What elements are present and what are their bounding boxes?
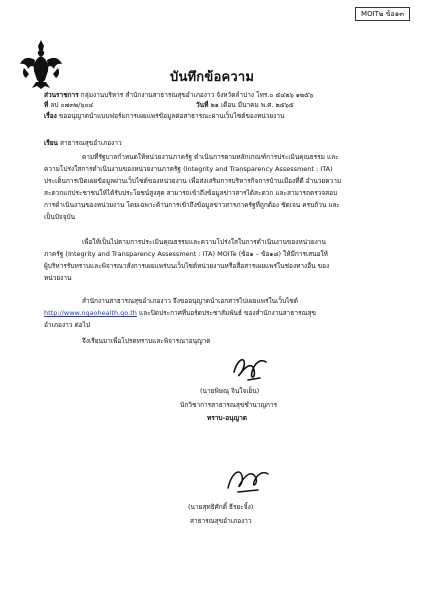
agency-row: [44, 91, 313, 99]
para3-line: อำเภองาว ต่อไป: [44, 321, 91, 329]
signer-2-name: (นายสุทธิศักดิ์ ธีรยะจิ้ง): [188, 503, 254, 511]
memo-title: บันทึกข้อความ: [170, 70, 255, 85]
para2-line: เพื่อให้เป็นไปตามการประเมินคุณธรรมและความโปร่งใสในการดำเนินงานของหน่วยงาน: [82, 238, 326, 246]
subject-label: เรื่อง: [44, 112, 57, 120]
signature-1-icon: [230, 352, 270, 384]
para3-text: และปิดประกาศที่บอร์ดประชาสัมพันธ์ ของสำนักงานสาธารณสุข: [138, 309, 316, 317]
signer-2-position: สาธารณสุขอำเภองาว: [190, 517, 252, 525]
para2-line: ผู้บริหารรับทราบและพิจารณาสั่งการเผยแพร่บนเว็บไซต์หน่วยงานหรือสื่อสารเผยแพร่ในช่องทางอื่น ของ: [44, 262, 330, 270]
para1-line: สะดวกแก่ประชาชนให้ได้รับประโยชน์สูงสุด สามารถเข้าถึงข้อมูลข่าวสารได้สะดวก และสามารถตรวจสอบ: [44, 189, 338, 197]
signer-1-position: นักวิชาการสาธารณสุขชำนาญการ: [180, 401, 278, 409]
date-row: [196, 101, 294, 109]
para1-line: การดำเนินงานของหน่วยงาน โดยเฉพาะด้านการเข้าถึงข้อมูลข่าวสารภาครัฐที่ถูกต้อง ชัดเจน ครบถ้วน และ: [44, 201, 341, 209]
reference-value: ลป ๐๗๓๒/๖๐๔: [50, 101, 94, 109]
signature-2-icon: [222, 462, 272, 496]
para2-line: ภาครัฐ (Integrity and Transparency Assessment : ITA) MOITe (ข้อ๑ – ข้อ๑๘) ให้มีการเสนอให้: [44, 250, 328, 258]
approval-text: ทราบ-อนุญาต: [207, 414, 248, 422]
date-label: วันที่: [196, 101, 209, 109]
salutation-row: [44, 139, 122, 147]
para1-line: ความโปร่งใสการดำเนินงานของหน่วยงานภาครัฐ (Integrity and Transparency Assessment : ITA): [44, 165, 333, 173]
closing-line: จึงเรียนมาเพื่อโปรดทราบและพิจารณาอนุญาต: [82, 337, 211, 345]
signer-1-name: (นายพิษณุ จินใจเย็น): [200, 387, 260, 395]
para2-line: หน่วยงาน: [44, 274, 72, 282]
garuda-emblem-icon: [18, 38, 64, 90]
date-value: ๒๑ เดือน มีนาคม พ.ศ. ๒๕๖๕: [210, 101, 294, 109]
agency-value: กลุ่มงานบริหาร สำนักงานสาธารณสุขอำเภองาว จังหวัดลำปาง โทร.๐ ๕๔๒๖ ๑๒๕๖: [80, 91, 314, 99]
reference-row: [44, 101, 93, 109]
salutation-label: เรียน: [44, 139, 58, 147]
subject-value: ขออนุญาตนำแบบฟอร์มการเผยแพร่ข้อมูลต่อสาธารณะผ่านเว็บไซต์ของหน่วยงาน: [58, 112, 285, 120]
salutation-value: สาธารณสุขอำเภองาว: [60, 139, 122, 147]
document-tag: MOIT๒ ข้อ๑๓: [355, 7, 410, 21]
para3-line: สำนักงานสาธารณสุขอำเภองาว จึงขออนุญาตนำเอกสารไปเผยแพร่ในเว็บไซต์: [82, 297, 298, 305]
website-link[interactable]: http://www.ngaohealth.go.th: [44, 309, 137, 317]
para3-line-with-link: [44, 309, 316, 317]
para1-line: ตามที่รัฐบาลกำหนดให้หน่วยงานภาครัฐ ดำเนินการตามหลักเกณฑ์การประเมินคุณธรรม และ: [82, 153, 339, 161]
subject-row: [44, 112, 284, 120]
agency-label: ส่วนราชการ: [44, 91, 79, 99]
para1-line: เป็นปัจจุบัน: [44, 213, 76, 221]
para1-line: ประเด็นการเปิดเผยข้อมูลผ่านเว็บไซต์ของหน่วยงาน เพื่อส่งเสริมการบริหารกิจการบ้านเมืองที่ดี อำนวยความ: [44, 177, 342, 185]
reference-label: ที่: [44, 101, 49, 109]
